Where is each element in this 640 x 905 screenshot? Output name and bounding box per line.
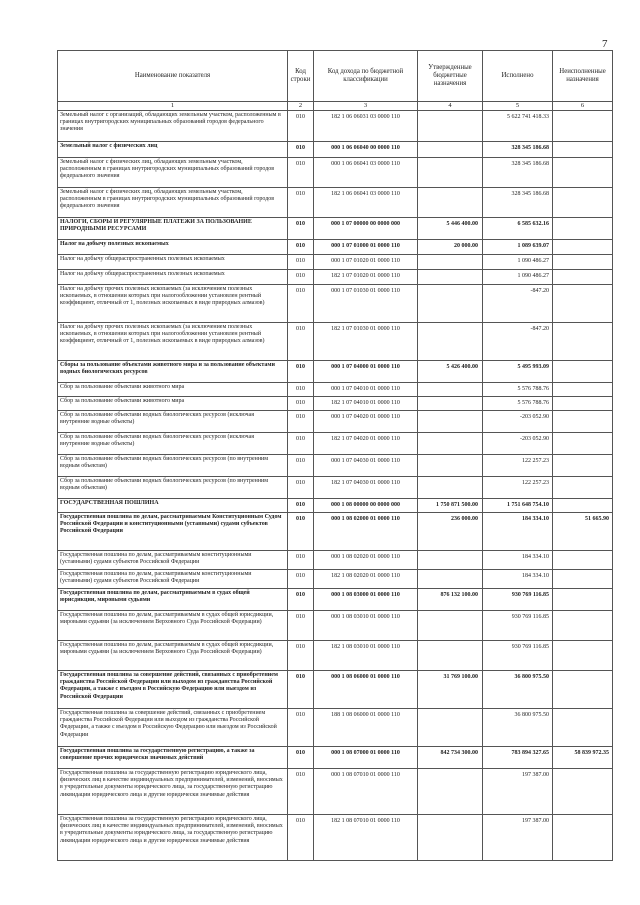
cell-unexecuted: [553, 188, 613, 218]
cell-executed: 197 387.00: [483, 815, 553, 861]
cell-line-code: 010: [288, 747, 314, 769]
cell-line-code: 010: [288, 433, 314, 455]
cell-name: Сбор за пользование объектами водных биологических ресурсов (по внутренним водным объектам): [58, 477, 288, 499]
cell-line-code: 010: [288, 323, 314, 361]
cell-approved: [418, 270, 483, 285]
header-unexecuted: Неисполненные назначения: [553, 51, 613, 102]
cell-executed: 1 090 486.27: [483, 270, 553, 285]
cell-income-code: 000 1 07 04000 01 0000 110: [314, 361, 418, 383]
cell-income-code: 000 1 08 07000 01 0000 110: [314, 747, 418, 769]
cell-line-code: 010: [288, 589, 314, 611]
header-executed: Исполнено: [483, 51, 553, 102]
cell-approved: [418, 641, 483, 671]
table-row: [58, 240, 613, 255]
cell-approved: [418, 433, 483, 455]
cell-line-code: 010: [288, 611, 314, 641]
cell-income-code: 182 1 07 04020 01 0000 110: [314, 433, 418, 455]
cell-executed: -847.20: [483, 285, 553, 323]
cell-income-code: 182 1 06 06041 03 0000 110: [314, 188, 418, 218]
table-row: [58, 589, 613, 611]
cell-executed: 6 585 632.16: [483, 218, 553, 240]
cell-unexecuted: 58 839 972.35: [553, 747, 613, 769]
table-row: [58, 218, 613, 240]
cell-line-code: 010: [288, 551, 314, 570]
table-row: [58, 611, 613, 641]
cell-name: Налог на добычу прочих полезных ископаемых (за исключением полезных ископаемых, в отношении которых при налогообложении установлен рентный коэффициент, отличный от 1, полезных ископаемых в виде природных алмазов): [58, 323, 288, 361]
cell-income-code: 000 1 07 01030 01 0000 110: [314, 285, 418, 323]
table-row: [58, 455, 613, 477]
table-row: [58, 671, 613, 709]
cell-name: Налог на добычу полезных ископаемых: [58, 240, 288, 255]
column-number: 6: [553, 102, 613, 111]
cell-line-code: 010: [288, 158, 314, 188]
cell-unexecuted: [553, 255, 613, 270]
table-row: [58, 383, 613, 397]
cell-unexecuted: [553, 111, 613, 142]
cell-line-code: 010: [288, 411, 314, 433]
header-income-code: Код дохода по бюджетной классификации: [314, 51, 418, 102]
cell-name: Государственная пошлина по делам, рассматриваемым в судах общей юрисдикции, мировыми судьями (за исключением Верховного Суда Российской Федерации): [58, 611, 288, 641]
cell-executed: 1 751 648 754.10: [483, 499, 553, 513]
cell-line-code: 010: [288, 671, 314, 709]
cell-line-code: 010: [288, 111, 314, 142]
table-row: [58, 433, 613, 455]
cell-income-code: 000 1 08 03000 01 0000 110: [314, 589, 418, 611]
cell-unexecuted: [553, 570, 613, 589]
table-row: [58, 499, 613, 513]
cell-name: Сборы за пользование объектами животного мира и за пользование объектами водных биологических ресурсов: [58, 361, 288, 383]
cell-income-code: 000 1 07 04010 01 0000 110: [314, 383, 418, 397]
cell-unexecuted: [553, 270, 613, 285]
cell-income-code: 000 1 08 03010 01 0000 110: [314, 611, 418, 641]
cell-income-code: 000 1 07 04020 01 0000 110: [314, 411, 418, 433]
cell-income-code: 000 1 08 02000 01 0000 110: [314, 513, 418, 551]
cell-name: Сбор за пользование объектами водных биологических ресурсов (исключая внутренние водные объекты): [58, 411, 288, 433]
cell-line-code: 010: [288, 477, 314, 499]
cell-executed: 5 495 993.09: [483, 361, 553, 383]
cell-executed: 184 334.10: [483, 551, 553, 570]
cell-income-code: 182 1 08 03010 01 0000 110: [314, 641, 418, 671]
table-row: [58, 270, 613, 285]
cell-income-code: 182 1 07 01030 01 0000 110: [314, 323, 418, 361]
column-number: 3: [314, 102, 418, 111]
cell-income-code: 000 1 07 00000 00 0000 000: [314, 218, 418, 240]
cell-executed: 184 334.10: [483, 513, 553, 551]
cell-unexecuted: [553, 589, 613, 611]
table-row: [58, 570, 613, 589]
cell-name: Государственная пошлина по делам, рассматриваемым Конституционным Судом Российской Федерации и конституционными (уставными) судами субъектов Российской Федерации: [58, 513, 288, 551]
cell-approved: [418, 285, 483, 323]
cell-executed: 36 800 975.50: [483, 671, 553, 709]
cell-executed: -203 052.90: [483, 411, 553, 433]
cell-executed: 122 257.23: [483, 477, 553, 499]
cell-name: Сбор за пользование объектами водных биологических ресурсов (по внутренним водным объектам): [58, 455, 288, 477]
table-row: [58, 255, 613, 270]
table-row: [58, 323, 613, 361]
cell-unexecuted: [553, 815, 613, 861]
cell-approved: 5 446 400.00: [418, 218, 483, 240]
cell-name: Земельный налог с организаций, обладающих земельным участком, расположенным в границах внутригородских муниципальных образований городов федерального значения: [58, 111, 288, 142]
cell-unexecuted: [553, 383, 613, 397]
cell-executed: 36 800 975.50: [483, 709, 553, 747]
cell-unexecuted: [553, 455, 613, 477]
table-row: [58, 513, 613, 551]
cell-unexecuted: [553, 477, 613, 499]
table-row: [58, 551, 613, 570]
cell-name: Налог на добычу прочих полезных ископаемых (за исключением полезных ископаемых, в отношении которых при налогообложении установлен рентный коэффициент, отличный от 1, полезных ископаемых в виде природных алмазов): [58, 285, 288, 323]
cell-name: Сбор за пользование объектами животного мира: [58, 397, 288, 411]
cell-unexecuted: [553, 361, 613, 383]
cell-executed: 5 576 788.76: [483, 397, 553, 411]
table-body: [58, 111, 613, 861]
cell-income-code: 000 1 08 02020 01 0000 110: [314, 551, 418, 570]
column-number: 1: [58, 102, 288, 111]
cell-name: Государственная пошлина за совершение действий, связанных с приобретением гражданства Российской Федерации или выходом из гражданства Российской Федерации, а также с въездом в Российскую Федерацию или выездом из Российской Федерации: [58, 671, 288, 709]
cell-approved: [418, 709, 483, 747]
cell-income-code: 188 1 08 06000 01 0000 110: [314, 709, 418, 747]
header-line-code: Код строки: [288, 51, 314, 102]
cell-line-code: 010: [288, 709, 314, 747]
cell-executed: 328 345 186.68: [483, 188, 553, 218]
cell-approved: [418, 769, 483, 815]
cell-line-code: 010: [288, 815, 314, 861]
cell-name: Налог на добычу общераспространенных полезных ископаемых: [58, 255, 288, 270]
cell-name: Государственная пошлина за совершение действий, связанных с приобретением гражданства Российской Федерации или выходом из гражданства Российской Федерации, а также с въездом в Российскую Федерацию или выездом из Российской Федерации: [58, 709, 288, 747]
cell-executed: 328 345 186.68: [483, 142, 553, 158]
cell-unexecuted: [553, 285, 613, 323]
cell-unexecuted: [553, 611, 613, 641]
cell-income-code: 000 1 07 01000 01 0000 110: [314, 240, 418, 255]
cell-approved: 876 132 100.00: [418, 589, 483, 611]
cell-unexecuted: [553, 641, 613, 671]
cell-approved: [418, 188, 483, 218]
cell-approved: [418, 551, 483, 570]
cell-approved: [418, 323, 483, 361]
column-number: 2: [288, 102, 314, 111]
cell-approved: [418, 397, 483, 411]
table-row: [58, 158, 613, 188]
table-row: [58, 397, 613, 411]
cell-approved: [418, 455, 483, 477]
cell-line-code: 010: [288, 513, 314, 551]
table-row: [58, 769, 613, 815]
cell-executed: 5 622 741 418.33: [483, 111, 553, 142]
table-row: [58, 285, 613, 323]
income-table: [57, 50, 613, 861]
cell-unexecuted: [553, 411, 613, 433]
cell-executed: 930 769 116.85: [483, 589, 553, 611]
table-row: [58, 709, 613, 747]
cell-line-code: 010: [288, 285, 314, 323]
cell-name: Государственная пошлина по делам, рассматриваемым в судах общей юрисдикции, мировыми судьями: [58, 589, 288, 611]
header-name: Наименование показателя: [58, 51, 288, 102]
cell-unexecuted: [553, 158, 613, 188]
cell-approved: 842 734 300.00: [418, 747, 483, 769]
cell-line-code: 010: [288, 361, 314, 383]
cell-name: Государственная пошлина за государственную регистрацию юридического лица, физических лиц в качестве индивидуальных предпринимателей, изменений, вносимых в учредительные документы юридического лица, за государственную регистрацию ликвидации юридического лица и другие юридически значимые действия: [58, 769, 288, 815]
cell-line-code: 010: [288, 641, 314, 671]
cell-executed: 1 089 639.07: [483, 240, 553, 255]
cell-name: Сбор за пользование объектами животного мира: [58, 383, 288, 397]
cell-line-code: 010: [288, 769, 314, 815]
cell-income-code: 182 1 07 01020 01 0000 110: [314, 270, 418, 285]
cell-income-code: 000 1 08 06000 01 0000 110: [314, 671, 418, 709]
cell-income-code: 000 1 08 00000 00 0000 000: [314, 499, 418, 513]
cell-income-code: 182 1 07 04030 01 0000 110: [314, 477, 418, 499]
cell-line-code: 010: [288, 499, 314, 513]
cell-approved: [418, 383, 483, 397]
cell-executed: 930 769 116.85: [483, 611, 553, 641]
cell-approved: 1 750 871 500.00: [418, 499, 483, 513]
cell-executed: 1 090 486.27: [483, 255, 553, 270]
table-row: [58, 411, 613, 433]
header-row: [58, 51, 613, 102]
cell-unexecuted: [553, 769, 613, 815]
cell-name: Государственная пошлина по делам, рассматриваемым конституционными (уставными) судами субъектов Российской Федерации: [58, 570, 288, 589]
cell-approved: 5 426 400.00: [418, 361, 483, 383]
cell-approved: [418, 477, 483, 499]
table-row: [58, 361, 613, 383]
cell-line-code: 010: [288, 255, 314, 270]
cell-unexecuted: [553, 551, 613, 570]
cell-name: Налог на добычу общераспространенных полезных ископаемых: [58, 270, 288, 285]
cell-name: НАЛОГИ, СБОРЫ И РЕГУЛЯРНЫЕ ПЛАТЕЖИ ЗА ПОЛЬЗОВАНИЕ ПРИРОДНЫМИ РЕСУРСАМИ: [58, 218, 288, 240]
cell-unexecuted: [553, 142, 613, 158]
cell-income-code: 182 1 07 04010 01 0000 110: [314, 397, 418, 411]
cell-executed: 783 894 327.65: [483, 747, 553, 769]
cell-approved: [418, 255, 483, 270]
cell-executed: 122 257.23: [483, 455, 553, 477]
cell-name: Земельный налог с физических лиц, обладающих земельным участком, расположенным в границах внутригородских муниципальных образований городов федерального значения: [58, 188, 288, 218]
cell-executed: 197 387.00: [483, 769, 553, 815]
cell-income-code: 182 1 08 07010 01 0000 110: [314, 815, 418, 861]
cell-unexecuted: [553, 323, 613, 361]
table-row: [58, 747, 613, 769]
cell-name: Государственная пошлина по делам, рассматриваемым в судах общей юрисдикции, мировыми судьями (за исключением Верховного Суда Российской Федерации): [58, 641, 288, 671]
cell-approved: [418, 570, 483, 589]
cell-unexecuted: [553, 709, 613, 747]
table-row: [58, 188, 613, 218]
cell-executed: 930 769 116.85: [483, 641, 553, 671]
cell-executed: 328 345 186.68: [483, 158, 553, 188]
cell-approved: [418, 142, 483, 158]
cell-income-code: 000 1 06 06040 00 0000 110: [314, 142, 418, 158]
cell-approved: [418, 111, 483, 142]
cell-line-code: 010: [288, 218, 314, 240]
table-row: [58, 142, 613, 158]
cell-approved: [418, 411, 483, 433]
table-row: [58, 641, 613, 671]
cell-name: ГОСУДАРСТВЕННАЯ ПОШЛИНА: [58, 499, 288, 513]
cell-unexecuted: [553, 433, 613, 455]
cell-approved: [418, 815, 483, 861]
column-number-row: [58, 102, 613, 111]
cell-name: Сбор за пользование объектами водных биологических ресурсов (исключая внутренние водные объекты): [58, 433, 288, 455]
table-row: [58, 477, 613, 499]
cell-unexecuted: 51 665.90: [553, 513, 613, 551]
cell-unexecuted: [553, 240, 613, 255]
cell-name: Государственная пошлина по делам, рассматриваемым конституционными (уставными) судами субъектов Российской Федерации: [58, 551, 288, 570]
cell-name: Земельный налог с физических лиц: [58, 142, 288, 158]
cell-income-code: 000 1 07 01020 01 0000 110: [314, 255, 418, 270]
table-row: [58, 111, 613, 142]
cell-income-code: 000 1 07 04030 01 0000 110: [314, 455, 418, 477]
column-number: 5: [483, 102, 553, 111]
cell-approved: [418, 158, 483, 188]
cell-name: Государственная пошлина за государственную регистрацию юридического лица, физических лиц в качестве индивидуальных предпринимателей, изменений, вносимых в учредительные документы юридического лица, за государственную регистрацию ликвидации юридического лица и другие юридически значимые действия: [58, 815, 288, 861]
cell-unexecuted: [553, 671, 613, 709]
cell-line-code: 010: [288, 240, 314, 255]
cell-approved: [418, 611, 483, 641]
cell-income-code: 000 1 08 07010 01 0000 110: [314, 769, 418, 815]
cell-name: Государственная пошлина за государственную регистрацию, а также за совершение прочих юридически значимых действий: [58, 747, 288, 769]
cell-approved: 236 000.00: [418, 513, 483, 551]
cell-line-code: 010: [288, 397, 314, 411]
cell-approved: 20 000.00: [418, 240, 483, 255]
header-approved: Утвержденные бюджетные назначения: [418, 51, 483, 102]
cell-line-code: 010: [288, 188, 314, 218]
cell-executed: -203 052.90: [483, 433, 553, 455]
column-number: 4: [418, 102, 483, 111]
cell-line-code: 010: [288, 383, 314, 397]
cell-unexecuted: [553, 499, 613, 513]
cell-income-code: 182 1 08 02020 01 0000 110: [314, 570, 418, 589]
cell-income-code: 000 1 06 06041 03 0000 110: [314, 158, 418, 188]
cell-line-code: 010: [288, 570, 314, 589]
table-row: [58, 815, 613, 861]
cell-executed: 5 576 788.76: [483, 383, 553, 397]
cell-executed: 184 334.10: [483, 570, 553, 589]
cell-income-code: 182 1 06 06031 03 0000 110: [314, 111, 418, 142]
cell-name: Земельный налог с физических лиц, обладающих земельным участком, расположенным в границах внутригородских муниципальных образований городов федерального значения: [58, 158, 288, 188]
cell-line-code: 010: [288, 270, 314, 285]
cell-executed: -847.20: [483, 323, 553, 361]
cell-unexecuted: [553, 218, 613, 240]
cell-line-code: 010: [288, 455, 314, 477]
cell-unexecuted: [553, 397, 613, 411]
cell-line-code: 010: [288, 142, 314, 158]
page-number: 7: [602, 38, 608, 50]
cell-approved: 31 769 100.00: [418, 671, 483, 709]
